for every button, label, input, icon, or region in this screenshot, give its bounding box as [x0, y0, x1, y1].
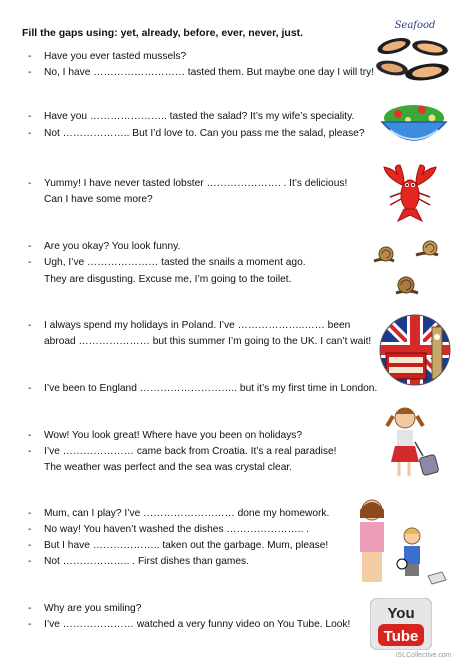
- dash: -: [28, 383, 32, 394]
- line-20: - Why are you smiling?: [28, 603, 142, 614]
- dash: -: [28, 128, 32, 139]
- line-19: - Not ……………….. . First dishes than games.: [28, 556, 249, 567]
- line-11: abroad ………………… but this summer I’m going to the UK. I can’t wait!: [44, 336, 372, 347]
- dash: -: [28, 257, 32, 268]
- line-12: - I’ve been to England ……………………….. but it’s my first time in London.: [28, 383, 378, 394]
- dash: -: [28, 540, 32, 551]
- line-18: - But I have ……………….. taken out the garbage. Mum, please!: [28, 540, 329, 551]
- svg-text:Tube: Tube: [383, 628, 419, 645]
- dash: -: [28, 603, 32, 614]
- dash: -: [28, 446, 32, 457]
- dash: -: [28, 111, 32, 122]
- line-2: - No, I have ……………………… tasted them. But maybe one day I will try!: [28, 67, 375, 78]
- dash: -: [28, 51, 32, 62]
- dash: -: [28, 619, 32, 630]
- dash: -: [28, 524, 32, 535]
- lobster-image: [378, 163, 442, 225]
- dash: -: [28, 67, 32, 78]
- line-13: - Wow! You look great! Where have you been on holidays?: [28, 430, 303, 441]
- line-9: They are disgusting. Excuse me, I’m going to the toilet.: [44, 274, 292, 285]
- line-5: - Yummy! I have never tasted lobster …………………. . It’s delicious!: [28, 178, 348, 189]
- dash: -: [28, 178, 32, 189]
- youtube-logo: [370, 598, 432, 650]
- girl-with-suitcase-image: [383, 402, 441, 482]
- watermark: iSLCollective.com: [396, 652, 452, 659]
- salad-bowl-image: [378, 96, 450, 152]
- worksheet-title: Fill the gaps using: yet, already, before, ever, never, just.: [22, 27, 304, 39]
- line-8: - Ugh, I’ve ………………… tasted the snails a moment ago.: [28, 257, 306, 268]
- line-16: - Mum, can I play? I’ve ……………………… done my homework.: [28, 508, 330, 519]
- svg-text:You: You: [387, 605, 415, 622]
- dash: -: [28, 508, 32, 519]
- line-14: - I’ve ………………… came back from Croatia. It’s a real paradise!: [28, 446, 337, 457]
- mum-and-boy-image: [342, 496, 450, 586]
- line-7: - Are you okay? You look funny.: [28, 241, 181, 252]
- dash: -: [28, 320, 32, 331]
- svg-text:Seafood: Seafood: [394, 20, 436, 31]
- line-3: - Have you ………………….. tasted the salad? It’s my wife’s speciality.: [28, 111, 355, 122]
- london-uk-image: [378, 313, 452, 387]
- line-15: The weather was perfect and the sea was crystal clear.: [44, 462, 293, 473]
- line-21: - I’ve ………………… watched a very funny video on You Tube. Look!: [28, 619, 351, 630]
- line-4: - Not ……………….. But I’d love to. Can you pass me the salad, please?: [28, 128, 365, 139]
- line-10: - I always spend my holidays in Poland. I’ve ………………..…… been: [28, 320, 351, 331]
- dash: -: [28, 430, 32, 441]
- line-17: - No way! You haven’t washed the dishes ………………….. .: [28, 524, 309, 535]
- mussels-image: [372, 16, 458, 86]
- dash: -: [28, 556, 32, 567]
- dash: -: [28, 241, 32, 252]
- line-6: Can I have some more?: [44, 194, 153, 205]
- line-1: - Have you ever tasted mussels?: [28, 51, 187, 62]
- snails-image: [372, 237, 448, 299]
